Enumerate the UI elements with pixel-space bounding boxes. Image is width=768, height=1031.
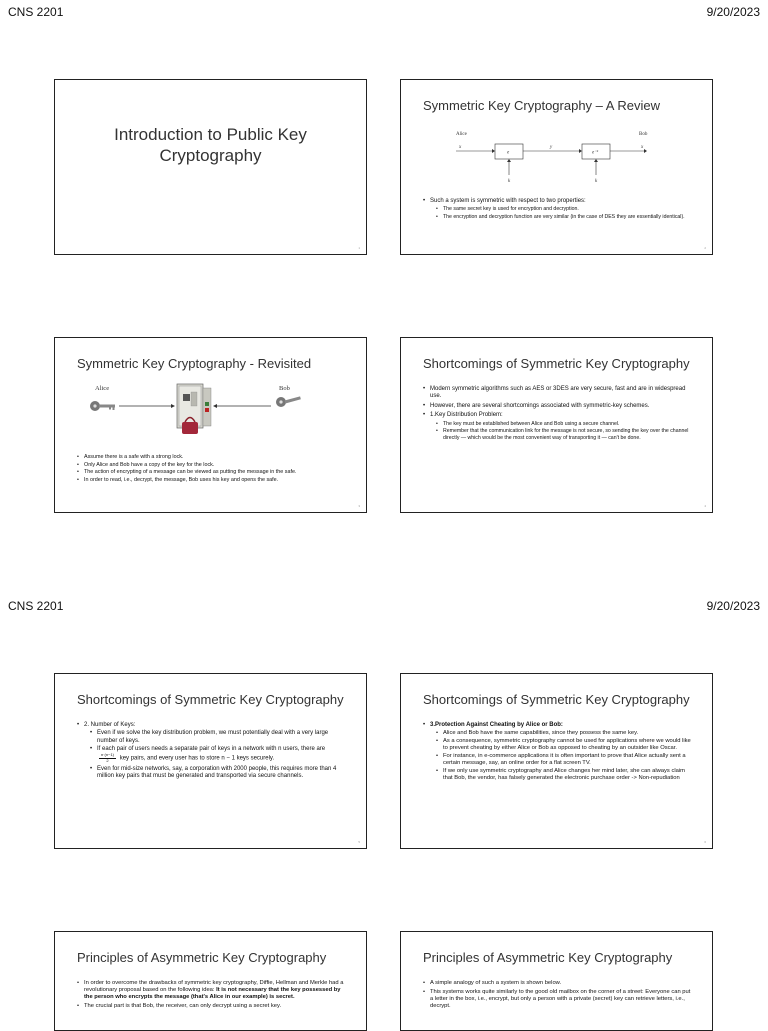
slide-title: Introduction to Public Key Cryptography (114, 125, 307, 165)
safe-icon (177, 384, 211, 434)
slide-1 (54, 79, 367, 255)
bullet-list (423, 198, 693, 222)
bullet-item: • However, there are several shortcomings associated with symmetric-key schemes. (423, 403, 693, 410)
diagram-label-encrypt: e (507, 150, 510, 156)
slide-4 (400, 337, 713, 513)
bullet-text: Such a system is symmetric with respect to two properties: (430, 198, 586, 204)
bullet-list (423, 386, 693, 443)
slide-title: Shortcomings of Symmetric Key Cryptography (77, 692, 344, 707)
slide-number: 5 (358, 840, 360, 844)
key-pairs-formula: $\frac{n\cdot(n-1)}{2}$ (101, 752, 115, 763)
sub-bullet-item: • The key must be established between Alice and Bob using a secure channel. (436, 421, 693, 428)
sub-bullet-item: • Even for mid-size networks, say, a corporation with 2000 people, this requires more than 4 million key pairs that must be generated and transported via secure channels. (90, 766, 347, 780)
slide-title: Shortcomings of Symmetric Key Cryptography (423, 692, 690, 707)
sub-bullet-item: • Even if we solve the key distribution problem, we must potentially deal with a very large number of keys. (90, 730, 347, 744)
slide-number: 3 (358, 504, 360, 508)
page-header-date: 9/20/2023 (706, 5, 760, 19)
label-bob: Bob (279, 385, 290, 392)
diagram-label-bob: Bob (639, 132, 648, 137)
page-header-course: CNS 2201 (8, 5, 64, 19)
bullet-text: 3.Protection Against Cheating by Alice or Bob: (430, 722, 563, 728)
diagram-label-decrypt: e⁻¹ (592, 150, 599, 156)
sub-bullet-item: • Remember that the communication link for the message is not secure, so sending the key over the channel directly — which would be the most convenient way of transporting it — can't be done. (436, 428, 693, 441)
sub-bullet-item: • Alice and Bob have the same capabilities, since they possess the same key. (436, 730, 693, 737)
bullet-item: • In order to read, i.e., decrypt, the message, Bob uses his key and opens the safe. (77, 477, 362, 484)
bullet-item (77, 722, 347, 780)
bullet-item: • In order to overcome the drawbacks of symmetric key cryptography, Diffie, Hellman and Merkle had a revolutionary proposal based on the following idea: It is not necessary that the key possessed by the person who encrypts the message (that's Alice in our example) is secret. (77, 980, 347, 1001)
slide-number: 1 (358, 246, 360, 250)
slide-number: 2 (704, 246, 706, 250)
bob-key-icon (276, 396, 301, 407)
bullet-list (77, 980, 347, 1012)
diagram-label-x-out: x (641, 145, 644, 150)
bullet-item: • Assume there is a safe with a strong lock. (77, 454, 362, 461)
sub-bullet-item: • If we only use symmetric cryptography and Alice changes her mind later, she can always claim that Bob, the vendor, has falsely generated the electronic purchase order -> Non-repudiation (436, 768, 693, 782)
bullet-text: 1.Key Distribution Problem: (430, 412, 503, 419)
slide-7 (54, 931, 367, 1031)
slide-5 (54, 673, 367, 849)
slide-title: Principles of Asymmetric Key Cryptography (423, 950, 673, 965)
symmetric-cipher-diagram (451, 130, 651, 186)
diagram-label-key-2: k (595, 179, 598, 184)
diagram-label-key-1: k (508, 179, 511, 184)
sub-bullet-item: • As a consequence, symmetric cryptography cannot be used for applications where we would like to prevent cheating by either Alice or Bob as opposed to cheating by an outsider like Oscar. (436, 738, 693, 752)
bullet-list (77, 454, 362, 484)
bullet-item: • Only Alice and Bob have a copy of the key for the lock. (77, 462, 362, 469)
slide-title: Shortcomings of Symmetric Key Cryptography (423, 356, 690, 371)
sub-bullet-item: • If each pair of users needs a separate pair of keys in a network with n users, there are $\frac{n\cdot(n-1)}{2}$ key pairs, and every user has to store n − 1 keys securely. (90, 746, 347, 763)
sub-bullet-item: • The same secret key is used for encryption and decryption. (436, 206, 693, 213)
bullet-item: • The action of encrypting of a message can be viewed as putting the message in the safe. (77, 469, 362, 476)
slide-2 (400, 79, 713, 255)
alice-key-icon (90, 401, 115, 411)
slide-number: 6 (704, 840, 706, 844)
bullet-item: • The crucial part is that Bob, the receiver, can only decrypt using a secret key. (77, 1003, 347, 1010)
bullet-list (423, 722, 693, 784)
bullet-item (423, 412, 693, 441)
bullet-item (423, 722, 693, 782)
sub-bullet-item: • For instance, in e-commerce applications it is often important to prove that Alice actually sent a certain message, say, an online order for a flat screen TV. (436, 753, 693, 767)
sub-bullet-item: • The encryption and decryption function are very similar (in the case of DES they are essentially identical). (436, 214, 693, 221)
bullet-item: • A simple analogy of such a system is shown below. (423, 980, 693, 987)
bullet-list (423, 980, 693, 1012)
diagram-label-y: y (550, 145, 553, 150)
slide-title: Symmetric Key Cryptography - Revisited (77, 356, 312, 371)
safe-analogy-illustration (85, 382, 315, 446)
bullet-text: 2. Number of Keys: (84, 722, 136, 728)
diagram-label-alice: Alice (456, 132, 467, 137)
label-alice: Alice (95, 385, 110, 392)
diagram-label-x-in: x (459, 145, 462, 150)
slide-number: 4 (704, 504, 706, 508)
slide-6 (400, 673, 713, 849)
bullet-item: • This systems works quite similarly to the good old mailbox on the corner of a street: Everyone can put a letter in the box, i.e., encrypt, but only a person with a private (secret) key can retrieve letters, i.e., decrypt. (423, 989, 693, 1010)
bullet-item: • Modern symmetric algorithms such as AES or 3DES are very secure, fast and are in widespread use. (423, 386, 693, 401)
page-header-course: CNS 2201 (8, 599, 64, 613)
slide-title: Symmetric Key Cryptography – A Review (423, 98, 660, 113)
slide-title: Principles of Asymmetric Key Cryptography (77, 950, 327, 965)
page-header-date: 9/20/2023 (706, 599, 760, 613)
bullet-item (423, 198, 693, 220)
slide-8 (400, 931, 713, 1031)
slide-3 (54, 337, 367, 513)
bullet-list (77, 722, 347, 782)
